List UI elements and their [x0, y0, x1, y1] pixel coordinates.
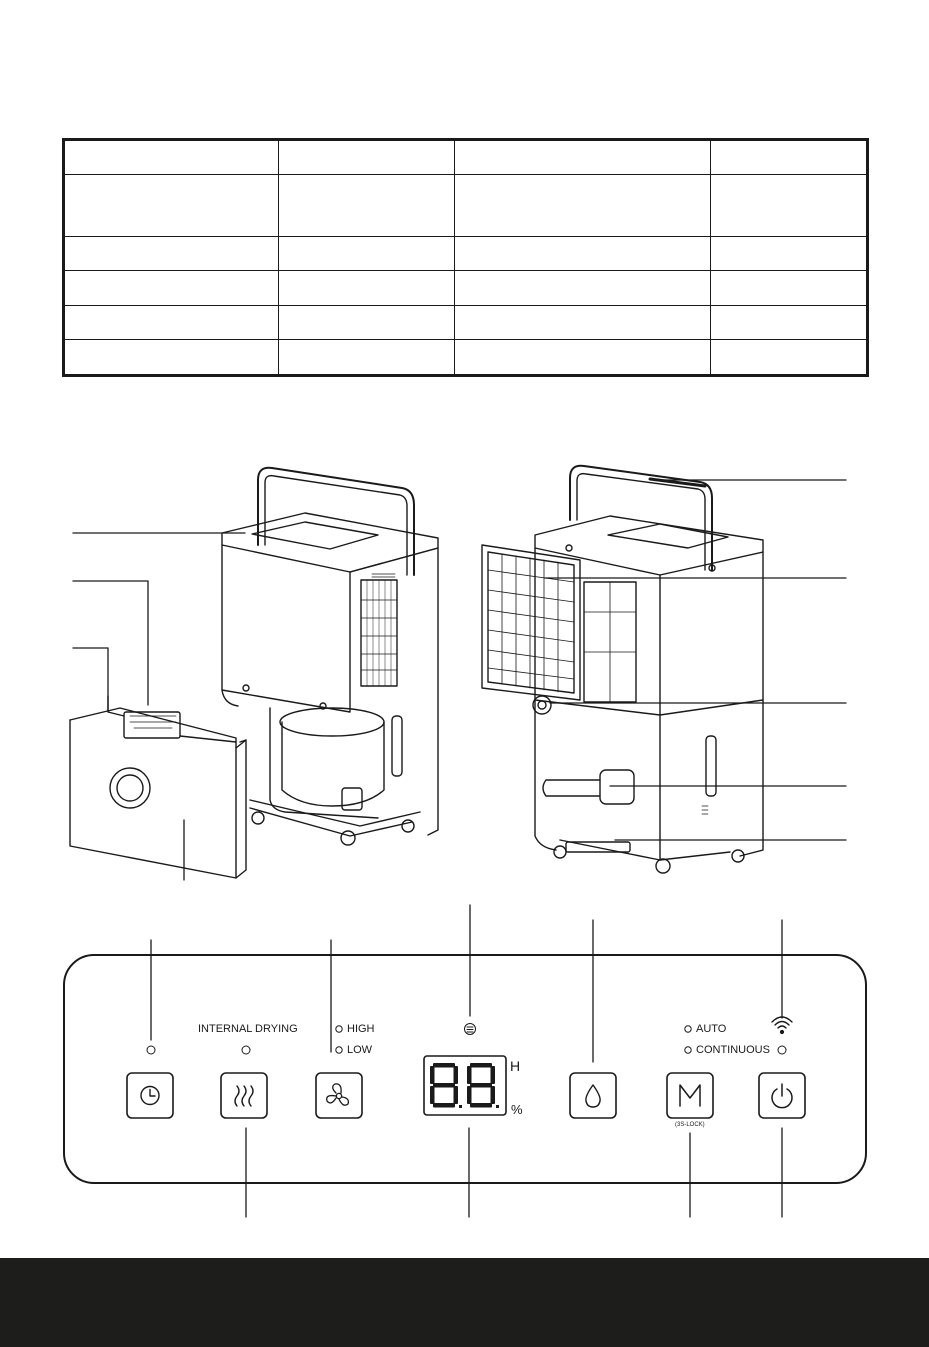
lock-hint-label: (3S-LOCK)	[675, 1122, 705, 1128]
clock-icon	[141, 1087, 159, 1105]
m-letter-icon	[680, 1085, 700, 1106]
filter-indicator-icon	[465, 1024, 476, 1035]
fan-icon	[327, 1084, 349, 1105]
wifi-icon	[772, 1017, 792, 1033]
display-unit-hours: H	[510, 1058, 521, 1074]
fan-speed-button[interactable]	[316, 1073, 362, 1118]
seven-segment-digits	[430, 1063, 499, 1108]
heat-waves-icon	[235, 1086, 253, 1106]
power-icon	[772, 1084, 792, 1108]
water-tank-button[interactable]	[570, 1073, 616, 1118]
front-view-drawing	[70, 468, 438, 878]
display-unit-percent: %	[511, 1102, 523, 1117]
control-panel-outline	[64, 955, 866, 1183]
footer-band	[0, 1258, 929, 1347]
fan-high-label: HIGH	[347, 1023, 375, 1035]
power-button[interactable]	[759, 1073, 805, 1118]
mode-continuous-label: CONTINUOUS	[696, 1044, 770, 1056]
rear-view-drawing	[482, 466, 763, 873]
internal-drying-button[interactable]	[221, 1073, 267, 1118]
panel-callout-leaders	[151, 905, 782, 1217]
timer-button[interactable]	[127, 1073, 173, 1118]
rear-callout-leaders	[545, 480, 846, 840]
internal-drying-label: INTERNAL DRYING	[198, 1023, 298, 1035]
mode-button[interactable]	[667, 1073, 713, 1118]
mode-auto-label: AUTO	[696, 1023, 727, 1035]
fan-low-label: LOW	[347, 1044, 373, 1056]
water-drop-icon	[586, 1085, 600, 1107]
front-callout-leaders	[73, 533, 245, 880]
